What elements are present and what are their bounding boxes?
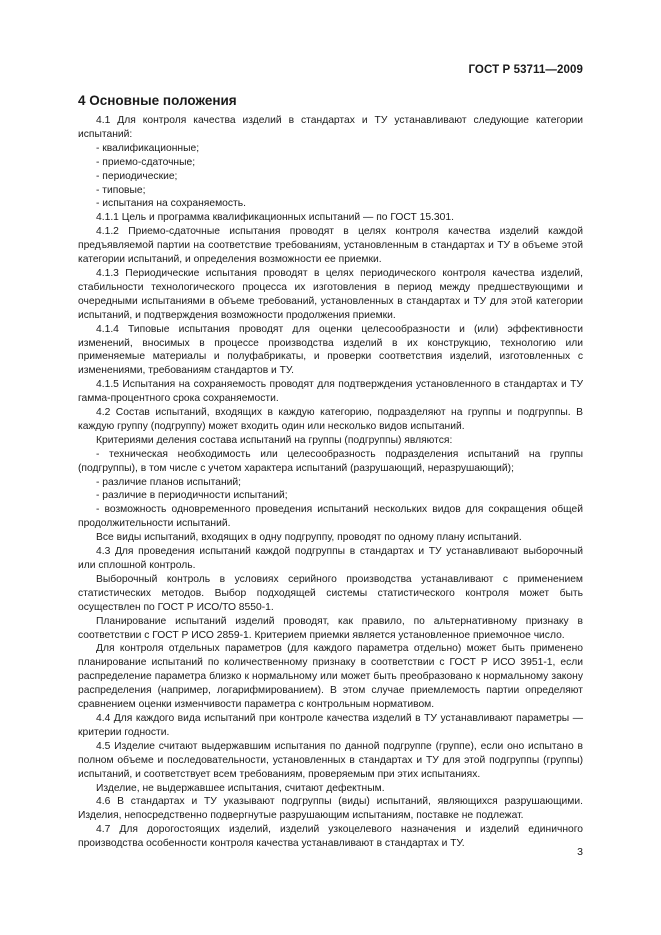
paragraph: 4.1.4 Типовые испытания проводят для оценки целесообразности и (или) эффективности изменений, вносимых в процессе производства изделий в их конструкцию, технологию или применяемые материалы и полуфабрикаты, и проверки соответствия изделий, изготовленных с изменениями, требованиям стандартов и ТУ.	[78, 323, 583, 377]
paragraph: 4.6 В стандартах и ТУ указывают подгруппы (виды) испытаний, являющихся разрушающими. Изделия, непосредственно подвергнутые разрушающим испытаниям, поставке не подлежат.	[78, 796, 583, 822]
paragraph: 4.1.3 Периодические испытания проводят в целях периодического контроля качества изделий, стабильности технологического процесса их изготовления в период между предшествующими и очередными испытаниями в объеме требований, установленных в стандартах и ТУ для этой категории испытаний, и подтверждения возможности продолжения приемки.	[78, 267, 583, 321]
paragraph: 4.1 Для контроля качества изделий в стандартах и ТУ устанавливают следующие категории испытаний:	[78, 115, 583, 140]
list-item: - квалификационные;	[96, 142, 200, 154]
paragraph: 4.1.5 Испытания на сохраняемость проводят для подтверждения установленного в стандартах и ТУ гамма-процентного срока сохраняемости.	[78, 379, 583, 405]
section-title: 4 Основные положения	[78, 93, 237, 108]
list-item: - испытания на сохраняемость.	[96, 198, 247, 210]
list-item: - периодические;	[96, 170, 178, 182]
document-body	[78, 114, 583, 851]
paragraph: Все виды испытаний, входящих в одну подгруппу, проводят по одному плану испытаний.	[96, 532, 522, 544]
paragraph: 4.4 Для каждого вида испытаний при контроле качества изделий в ТУ устанавливают параметры — критерии годности.	[78, 712, 583, 738]
paragraph: Выборочный контроль в условиях серийного производства устанавливают с применением статистических методов. Выбор подходящей системы статистического контроля может быть осуществлен по ГОСТ Р ИСО/ТО 8550-1.	[78, 573, 583, 613]
paragraph: Изделие, не выдержавшее испытания, считают дефектным.	[96, 782, 385, 794]
list-item: - возможность одновременного проведения испытаний нескольких видов для сокращения общей продолжительности испытаний.	[78, 504, 583, 530]
paragraph: 4.7 Для дорогостоящих изделий, изделий узкоцелевого назначения и изделий единичного производства особенности контроля качества устанавливают в стандартах и ТУ.	[78, 824, 583, 850]
list-item: - техническая необходимость или целесообразность подразделения испытаний на группы (подгруппы), в том числе с учетом характера испытаний (разрушающий, неразрушающий);	[78, 448, 583, 474]
paragraph: Критериями деления состава испытаний на группы (подгруппы) являются:	[96, 434, 453, 446]
list-item: - различие планов испытаний;	[96, 476, 242, 488]
list-item: - типовые;	[96, 184, 146, 196]
paragraph: 4.1.2 Приемо-сдаточные испытания проводят в целях контроля качества изделий каждой предъявляемой партии на соответствие требованиям, установленным в стандартах и ТУ в объеме этой категории испытаний, и определения возможности ее приемки.	[78, 226, 583, 266]
list-item: - различие в периодичности испытаний;	[96, 490, 288, 502]
paragraph: Планирование испытаний изделий проводят, как правило, по альтернативному признаку в соответствии с ГОСТ Р ИСО 2859-1. Критерием приемки является установленное приемочное число.	[78, 615, 583, 641]
paragraph: 4.5 Изделие считают выдержавшим испытания по данной подгруппе (группе), если оно испытано в полном объеме и последовательности, установленных в стандартах и ТУ для этой подгруппы (группы) испытаний, и соответствует всем требованиям, проверяемым при этих испытаниях.	[78, 740, 583, 780]
paragraph: 4.1.1 Цель и программа квалификационных испытаний — по ГОСТ 15.301.	[96, 212, 454, 224]
paragraph: 4.3 Для проведения испытаний каждой подгруппы в стандартах и ТУ устанавливают выборочный или сплошной контроль.	[78, 546, 583, 571]
standard-header: ГОСТ Р 53711—2009	[468, 64, 583, 76]
paragraph: 4.2 Состав испытаний, входящих в каждую категорию, подразделяют на группы и подгруппы. В каждую группу (подгруппу) может входить один или несколько видов испытаний.	[78, 407, 583, 432]
paragraph: Для контроля отдельных параметров (для каждого параметра отдельно) может быть применено планирование испытаний по количественному признаку в соответствии с ГОСТ Р ИСО 3951-1, если распределение параметра близко к нормальному или может быть преобразовано к нормальному закону распределения (например, логарифмированием). В этом случае приемлемость партии определяют сравнением оценки изменчивости параметра с контрольным нормативом.	[78, 643, 583, 711]
page-number: 3	[577, 846, 583, 858]
list-item: - приемо-сдаточные;	[96, 156, 196, 168]
